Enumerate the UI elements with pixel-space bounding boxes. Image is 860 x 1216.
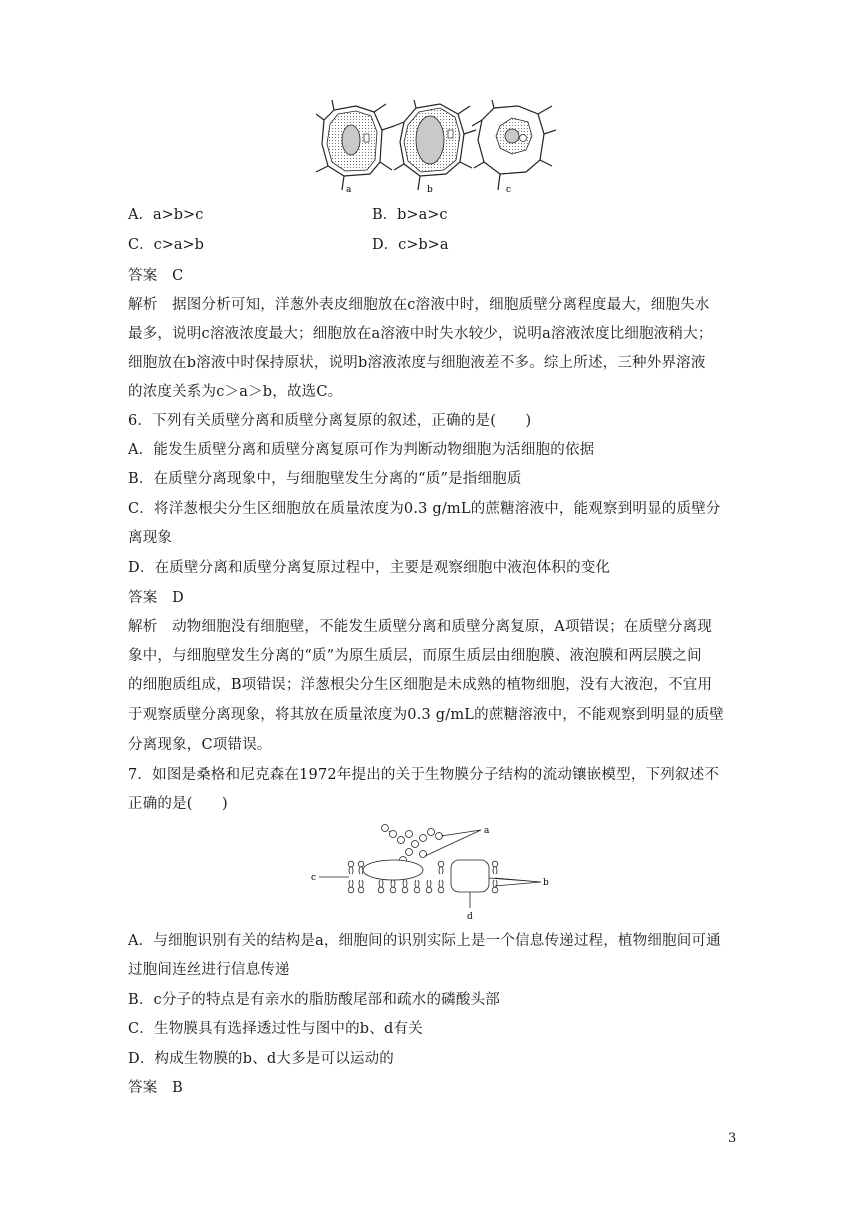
- q6-analysis-line-1: 解析 动物细胞没有细胞壁，不能发生质壁分离和质壁分离复原，A项错误；在质壁分离现: [128, 619, 712, 635]
- q6-option-d: D．在质壁分离和质壁分离复原过程中，主要是观察细胞中液泡体积的变化: [128, 560, 611, 576]
- q6-option-b: B．在质壁分离现象中，与细胞壁发生分离的“质”是指细胞质: [128, 471, 522, 487]
- q5-answer: 答案 C: [128, 268, 184, 284]
- glycoprotein: [363, 860, 423, 880]
- q7-option-c: C．生物膜具有选择透过性与图中的b、d有关: [128, 1021, 423, 1037]
- figure-label-a: a: [346, 185, 352, 195]
- cell-b: [394, 100, 476, 190]
- q5-option-c: C．c>a>b: [128, 237, 204, 253]
- q6-analysis-line-5: 分离现象，C项错误。: [128, 737, 272, 753]
- membrane-protein: [451, 860, 489, 892]
- q5-analysis-line-4: 的浓度关系为c＞a＞b，故选C。: [128, 384, 343, 400]
- q5-option-b: B．b>a>c: [372, 207, 448, 223]
- q6-analysis-line-3: 的细胞质组成，B项错误；洋葱根尖分生区细胞是未成熟的植物细胞，没有大液泡，不宜用: [128, 677, 713, 693]
- page-number: 3: [728, 1131, 737, 1146]
- q6-option-c-line-1: C．将洋葱根尖分生区细胞放在质量浓度为0.3 g/mL的蔗糖溶液中，能观察到明显的质壁分: [128, 501, 721, 517]
- cell-a: [316, 100, 394, 190]
- q7-stem-line-1: 7．如图是桑格和尼克森在1972年提出的关于生物膜分子结构的流动镶嵌模型，下列叙述不: [128, 767, 720, 783]
- q5-option-a: A．a>b>c: [128, 207, 204, 223]
- q7-stem-line-2: 正确的是( ): [128, 796, 228, 812]
- cell-c: [472, 100, 556, 190]
- q6-stem: 6．下列有关质壁分离和质壁分离复原的叙述，正确的是( ): [128, 413, 532, 429]
- q7-answer: 答案 B: [128, 1080, 183, 1096]
- label-c: c: [311, 873, 317, 883]
- q7-option-a-line-2: 过胞间连丝进行信息传递: [128, 962, 290, 978]
- figure-label-b: b: [427, 185, 433, 195]
- q7-option-b: B．c分子的特点是有亲水的脂肪酸尾部和疏水的磷酸头部: [128, 992, 500, 1008]
- q7-option-d: D．构成生物膜的b、d大多是可以运动的: [128, 1051, 394, 1067]
- label-a: a: [484, 826, 490, 836]
- q6-analysis-line-4: 于观察质壁分离现象，将其放在质量浓度为0.3 g/mL的蔗糖溶液中，不能观察到明显的质壁: [128, 707, 725, 723]
- q5-analysis-line-2: 最多，说明c溶液浓度最大；细胞放在a溶液中时失水较少，说明a溶液浓度比细胞液稍大；: [128, 326, 713, 342]
- figure-label-c: c: [506, 185, 512, 195]
- q6-option-a: A．能发生质壁分离和质壁分离复原可作为判断动物细胞为活细胞的依据: [128, 442, 595, 458]
- q6-option-c-line-2: 离现象: [128, 530, 173, 546]
- fluid-mosaic-model-figure: [305, 822, 555, 922]
- q6-answer: 答案 D: [128, 590, 184, 606]
- label-b: b: [543, 878, 549, 888]
- q7-option-a-line-1: A．与细胞识别有关的结构是a，细胞间的识别实际上是一个信息传递过程，植物细胞间可通: [128, 933, 721, 949]
- q5-analysis-line-1: 解析 据图分析可知，洋葱外表皮细胞放在c溶液中时，细胞质壁分离程度最大，细胞失水: [128, 297, 710, 313]
- q6-analysis-line-2: 象中，与细胞壁发生分离的“质”为原生质层，而原生质层由细胞膜、液泡膜和两层膜之间: [128, 648, 702, 664]
- plasmolysis-cells-figure: [316, 100, 556, 196]
- q5-analysis-line-3: 细胞放在b溶液中时保持原状，说明b溶液浓度与细胞液差不多。综上所述，三种外界溶液: [128, 355, 706, 371]
- label-d: d: [467, 912, 473, 922]
- q5-option-d: D．c>b>a: [372, 237, 449, 253]
